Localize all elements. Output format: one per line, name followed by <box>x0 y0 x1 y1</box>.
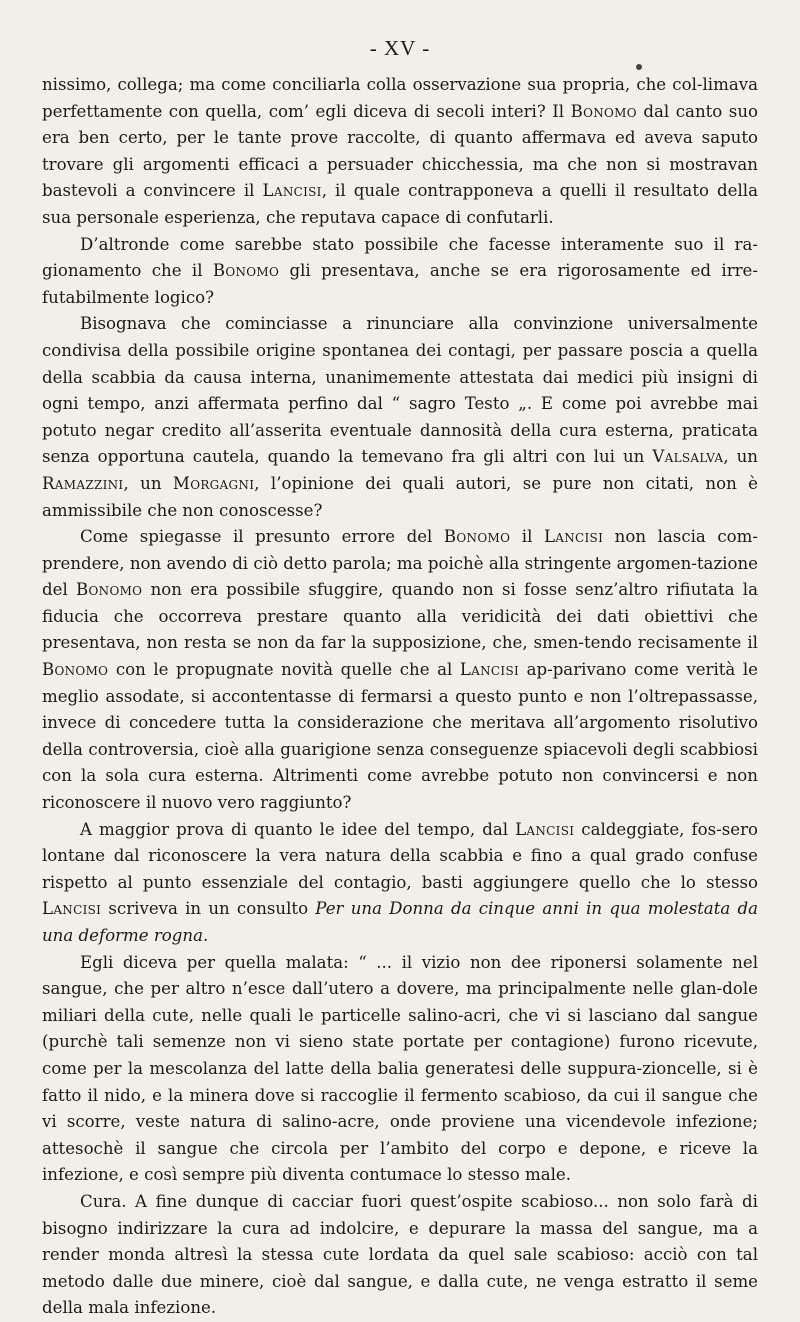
paragraph <box>42 72 758 232</box>
author-name: Valsalva <box>652 447 724 467</box>
author-name: Bonomo <box>443 527 511 547</box>
text-run: , un <box>123 473 173 493</box>
text-run: non era possibile sfuggire, quando non si fosse senz’altro rifiutata la fiducia che occorreva prestare quanto alla veridicità dei dati obiettivi che presentava, non resta se non da far la supposizione, che, smen-tendo recisamente il <box>42 580 758 653</box>
paragraph <box>42 817 758 950</box>
page-number: - XV - <box>369 36 431 60</box>
text-run: nissimo, collega; ma come conciliarla colla osservazione sua propria, che col-limava perfettamente con quella, com’ egli diceva di secoli interi? Il <box>42 75 758 121</box>
text-run: dal canto suo era ben certo, per le tante prove raccolte, di quanto affermava ed aveva saputo trovare gli argomenti efficaci a persuader chicchessia, ma che non si mostravan bastevoli a convincere il <box>42 101 758 201</box>
text-run: scriveva in un consulto <box>101 899 316 919</box>
italic-title: Per una Donna da cinque anni in qua molestata da una deforme rogna. <box>42 899 758 945</box>
text-run: il <box>510 527 544 547</box>
text-run: Bisognava che cominciasse a rinunciare alla convinzione universalmente condivisa della possibile origine spontanea dei contagi, per passare poscia a quella della scabbia da causa interna, unanimemente attestata dai medici più insigni di ogni tempo, anzi affermata perfino dal “ sagro Testo „. E come poi avrebbe mai potuto negar credito all’asserita eventuale dannosità della cura esterna, praticata senza opportuna cautela, quando la temevano fra gli altri con lui un <box>42 314 758 467</box>
text-run: D’altronde come sarebbe stato possibile che facesse interamente suo il ra-gionamento che il <box>42 234 758 281</box>
print-mark <box>636 64 642 70</box>
author-name: Lancisi <box>543 527 604 547</box>
text-run: gli presentava, anche se era rigorosamente ed irre-futabilmente logico? <box>42 261 758 307</box>
text-run: , l’opinione dei quali autori, se pure non citati, non è ammissibile che non conoscesse? <box>42 473 758 520</box>
author-name: Bonomo <box>76 580 143 600</box>
paragraph <box>42 524 758 817</box>
paragraph <box>42 1189 758 1322</box>
author-name: Lancisi <box>459 660 520 680</box>
author-name: Ramazzini <box>42 473 124 493</box>
text-run: Egli diceva per quella malata: “ ... il vizio non dee riponersi solamente nel sangue, che per altro n’esce dall’utero a dovere, ma principalmente nelle glan-dole miliari della cute, nelle quali le particelle salino-acri, che vi si lasciano dal sangue (purchè tali semenze non vi sieno state portate per contagione) furono ricevute, come per la mescolanza del latte della balia generatesi delle suppura-zioncelle, si è fatto il nido, e la minera dove si raccoglie il fermento scabioso, da cui il sangue che vi scorre, veste natura di salino-acre, onde proviene una vicendevole infezione; attesochè il sangue che circola per l’ambito del corpo e depone, e riceve la infezione, e così sempre più diventa contumace lo stesso male. <box>42 952 758 1185</box>
author-name: Bonomo <box>212 261 280 281</box>
text-run: , un <box>723 447 758 467</box>
author-name: Lancisi <box>42 899 102 919</box>
paragraph <box>42 232 758 312</box>
paragraph <box>42 311 758 524</box>
text-run: , il quale contrapponeva a quelli il resultato della sua personale esperienza, che reputava capace di confutarli. <box>42 181 758 227</box>
text-run: A maggior prova di quanto le idee del tempo, dal <box>80 819 516 839</box>
body-text <box>42 72 758 1322</box>
text-run: non lascia com-prendere, non avendo di ciò detto parola; ma poichè alla stringente argomen-tazione del <box>42 527 758 600</box>
author-name: Bonomo <box>42 660 109 680</box>
author-name: Lancisi <box>515 819 575 839</box>
text-run: Come spiegasse il presunto errore del <box>80 527 444 547</box>
paragraph <box>42 950 758 1189</box>
author-name: Morgagni <box>172 473 255 493</box>
text-run: ap-parivano come verità le meglio assodate, si accontentasse di fermarsi a questo punto e non l’oltrepassasse, invece di concedere tutta la considerazione che meritava all’argomento risolutivo della controversia, cioè alla guarigione senza conseguenze spiacevoli degli scabbiosi con la sola cura esterna. Altrimenti come avrebbe potuto non convincersi e non riconoscere il nuovo vero raggiunto? <box>42 660 759 813</box>
author-name: Bonomo <box>570 101 637 121</box>
text-run: con le propugnate novità quelle che al <box>108 660 460 680</box>
text-run: Cura. A fine dunque di cacciar fuori quest’ospite scabioso... non solo farà di bisogno indirizzare la cura ad indolcire, e depurare la massa del sangue, ma a render monda altresì la stessa cute lordata da quel sale scabioso: acciò con tal metodo dalle due minere, cioè dal sangue, e dalla cute, ne venga estratto il seme della mala infezione. <box>42 1191 758 1318</box>
text-run: caldeggiate, fos-sero lontane dal riconoscere la vera natura della scabbia e fino a qual grado confuse rispetto al punto essenziale del contagio, basti aggiungere quello che lo stesso <box>42 819 758 892</box>
author-name: Lancisi <box>262 181 322 201</box>
